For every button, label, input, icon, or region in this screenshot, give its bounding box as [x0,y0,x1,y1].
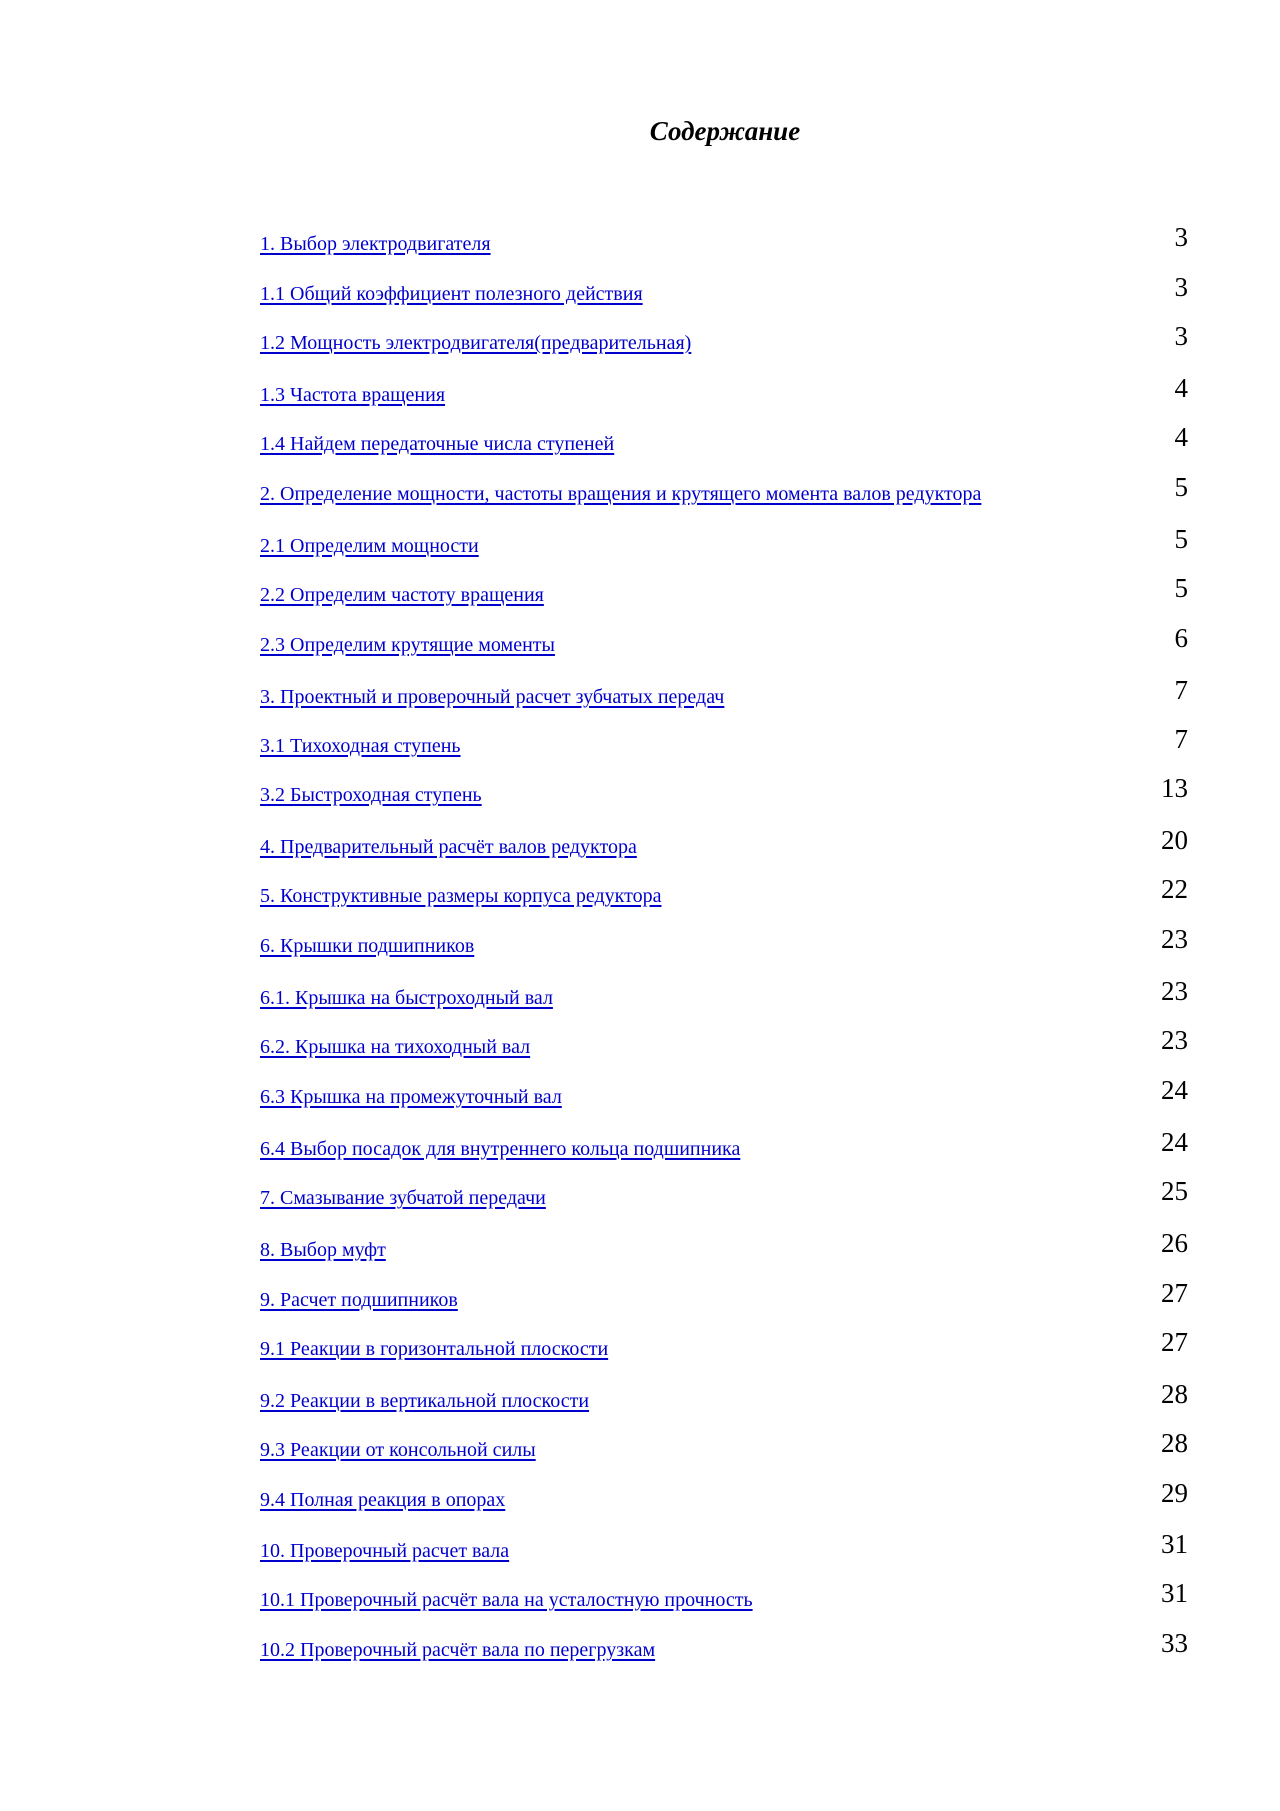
toc-entry [260,424,1188,458]
toc-entry-link[interactable]: 1.2 Мощность электродвигателя(предварительная) [260,332,692,354]
toc-page-number: 31 [1161,1578,1188,1608]
toc-entry-link[interactable]: 9.2 Реакции в вертикальной плоскости [260,1390,590,1412]
toc-entry [260,1430,1188,1464]
toc-page-number: 6 [1174,623,1188,653]
toc-page-number: 31 [1161,1529,1188,1559]
toc-entry-link[interactable]: 1.1 Общий коэффициент полезного действия [260,283,643,305]
toc-entry [260,775,1188,809]
toc-entry-link[interactable]: 9. Расчет подшипников [260,1289,458,1311]
toc-entry [260,926,1188,960]
toc-entry-link[interactable]: 3.2 Быстроходная ступень [260,784,482,806]
toc-page-number: 4 [1174,373,1188,403]
toc-entry-link[interactable]: 5. Конструктивные размеры корпуса редуктора [260,885,662,907]
toc-page-number: 23 [1161,924,1188,954]
toc-entry-link[interactable]: 3.1 Тихоходная ступень [260,735,461,757]
toc-entry [260,1178,1188,1212]
toc-page-number: 3 [1174,272,1188,302]
toc-entry [260,726,1188,760]
toc-page-number: 27 [1161,1327,1188,1357]
toc-entry [260,1580,1188,1614]
toc-entry [260,978,1188,1012]
page-title [0,118,1280,145]
toc-entry-link[interactable]: 1.4 Найдем передаточные числа ступеней [260,433,615,455]
toc-entry [260,677,1188,711]
toc-entry-link[interactable]: 6.3 Крышка на промежуточный вал [260,1086,562,1108]
toc-page-number: 13 [1161,773,1188,803]
toc-entry [260,474,1188,508]
toc-entry [260,876,1188,910]
toc-page-number: 33 [1161,1628,1188,1658]
toc-entry [260,1230,1188,1264]
toc-entry [260,1630,1188,1664]
toc-entry [260,1129,1188,1163]
toc-entry-link[interactable]: 10.2 Проверочный расчёт вала по перегрузкам [260,1639,656,1661]
toc-entry-link[interactable]: 2.3 Определим крутящие моменты [260,634,555,656]
toc-page-number: 26 [1161,1228,1188,1258]
toc-entry-link[interactable]: 10.1 Проверочный расчёт вала на усталостную прочность [260,1589,753,1611]
toc-page-number: 3 [1174,321,1188,351]
toc-entry [260,625,1188,659]
toc-entry [260,1329,1188,1363]
toc-entry [260,274,1188,308]
page-title-text: Содержание [649,116,801,146]
toc-entry [260,827,1188,861]
toc-page-number: 5 [1174,524,1188,554]
toc-entry-link[interactable]: 8. Выбор муфт [260,1239,386,1261]
toc-page-number: 7 [1174,675,1188,705]
toc-entry-link[interactable]: 4. Предварительный расчёт валов редуктора [260,836,637,858]
toc-entry-link[interactable]: 2.1 Определим мощности [260,535,479,557]
toc-entry-link[interactable]: 9.1 Реакции в горизонтальной плоскости [260,1338,609,1360]
toc-entry-link[interactable]: 1.3 Частота вращения [260,384,446,406]
toc-entry-link[interactable]: 2. Определение мощности, частоты вращения и крутящего момента валов редуктора [260,483,982,505]
toc-page-number: 7 [1174,724,1188,754]
toc-page-number: 25 [1161,1176,1188,1206]
toc-page-number: 4 [1174,422,1188,452]
toc-entry-link[interactable]: 6.4 Выбор посадок для внутреннего кольца подшипника [260,1138,741,1160]
toc-entry [260,575,1188,609]
toc-page-number: 28 [1161,1428,1188,1458]
toc-entry [260,323,1188,357]
toc-page-number: 28 [1161,1379,1188,1409]
toc-page-number: 3 [1174,222,1188,252]
toc-page-number: 23 [1161,976,1188,1006]
toc-entry [260,1077,1188,1111]
toc-page-number: 24 [1161,1075,1188,1105]
toc-entry-link[interactable]: 6.2. Крышка на тихоходный вал [260,1036,531,1058]
toc-page-number: 5 [1174,472,1188,502]
toc-page-number: 24 [1161,1127,1188,1157]
toc-entry-link[interactable]: 10. Проверочный расчет вала [260,1540,510,1562]
toc-entry [260,1531,1188,1565]
toc-entry-link[interactable]: 2.2 Определим частоту вращения [260,584,544,606]
toc-entry-link[interactable]: 6.1. Крышка на быстроходный вал [260,987,553,1009]
toc-page-number: 27 [1161,1278,1188,1308]
toc-entry-link[interactable]: 9.4 Полная реакция в опорах [260,1489,506,1511]
toc-entry [260,1381,1188,1415]
toc-entry [260,224,1188,258]
toc-page-number: 22 [1161,874,1188,904]
toc-entry [260,375,1188,409]
toc-page-number: 23 [1161,1025,1188,1055]
toc-entry-link[interactable]: 3. Проектный и проверочный расчет зубчатых передач [260,686,725,708]
toc-entry-link[interactable]: 7. Смазывание зубчатой передачи [260,1187,546,1209]
toc-page-number: 5 [1174,573,1188,603]
toc-entry [260,1280,1188,1314]
toc-page-number: 29 [1161,1478,1188,1508]
toc-entry-link[interactable]: 9.3 Реакции от консольной силы [260,1439,536,1461]
toc-entry [260,526,1188,560]
toc-entry [260,1027,1188,1061]
toc-page-number: 20 [1161,825,1188,855]
toc-entry [260,1480,1188,1514]
toc-entry-link[interactable]: 6. Крышки подшипников [260,935,475,957]
toc-entry-link[interactable]: 1. Выбор электродвигателя [260,233,491,255]
